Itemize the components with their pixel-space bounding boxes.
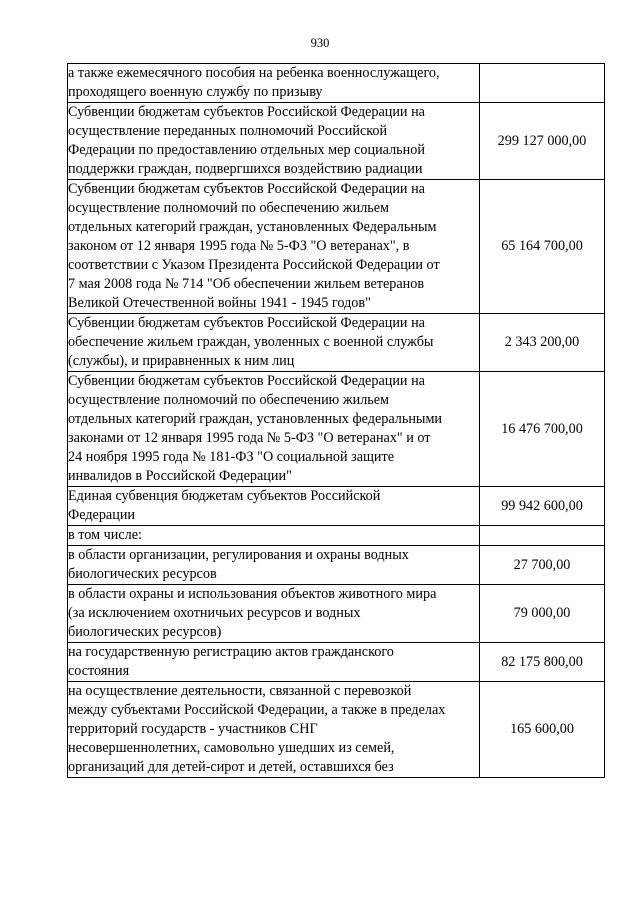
description-line: законами от 12 января 1995 года № 5-ФЗ "О ветеранах" и от (68, 430, 431, 446)
row-description (68, 487, 480, 526)
row-description (68, 682, 480, 778)
description-line: несовершеннолетних, самовольно ушедших из семей, (68, 740, 395, 756)
description-line: отдельных категорий граждан, установленных федеральными (68, 411, 443, 427)
description-line: Субвенции бюджетам субъектов Российской Федерации на (68, 181, 425, 197)
description-line: в области охраны и использования объектов животного мира (68, 586, 437, 602)
budget-table-body (68, 64, 605, 778)
description-line: территорий государств - участников СНГ (68, 721, 318, 737)
description-line: обеспечение жильем граждан, уволенных с военной службы (68, 334, 434, 350)
table-row (68, 103, 605, 180)
row-description (68, 526, 480, 546)
row-amount: 99 942 600,00 (480, 487, 605, 526)
description-line: Субвенции бюджетам субъектов Российской Федерации на (68, 315, 425, 331)
description-line: соответствии с Указом Президента Российской Федерации от (68, 257, 440, 273)
row-description (68, 64, 480, 103)
budget-table (67, 63, 605, 778)
description-line: на осуществление деятельности, связанной с перевозкой (68, 683, 412, 699)
description-line: Великой Отечественной войны 1941 - 1945 годов" (68, 295, 371, 311)
description-line: 24 ноября 1995 года № 181-ФЗ "О социальной защите (68, 449, 395, 465)
description-line: осуществление полномочий по обеспечению жильем (68, 200, 390, 216)
row-amount: 165 600,00 (480, 682, 605, 778)
description-line: между субъектами Российской Федерации, а также в пределах (68, 702, 446, 718)
table-row (68, 526, 605, 546)
description-line: Субвенции бюджетам субъектов Российской Федерации на (68, 373, 425, 389)
description-line: (службы), и приравненных к ним лиц (68, 353, 295, 369)
table-row (68, 682, 605, 778)
description-line: на государственную регистрацию актов гражданского (68, 644, 394, 660)
description-line: в области организации, регулирования и охраны водных (68, 547, 409, 563)
description-line: Единая субвенция бюджетам субъектов Российской (68, 488, 381, 504)
description-line: (за исключением охотничьих ресурсов и водных (68, 605, 361, 621)
table-row (68, 372, 605, 487)
table-row (68, 585, 605, 643)
row-amount (480, 526, 605, 546)
row-amount: 2 343 200,00 (480, 314, 605, 372)
description-line: Субвенции бюджетам субъектов Российской Федерации на (68, 104, 425, 120)
row-description (68, 180, 480, 314)
description-line: биологических ресурсов) (68, 624, 222, 640)
row-description (68, 546, 480, 585)
row-description (68, 103, 480, 180)
row-amount: 65 164 700,00 (480, 180, 605, 314)
table-row (68, 180, 605, 314)
description-line: Федерации (68, 507, 136, 523)
table-row (68, 546, 605, 585)
row-description (68, 372, 480, 487)
description-line: организаций для детей-сирот и детей, оставшихся без (68, 759, 394, 775)
description-line: биологических ресурсов (68, 566, 217, 582)
description-line: осуществление полномочий по обеспечению жильем (68, 392, 390, 408)
description-line: осуществление переданных полномочий Российской (68, 123, 388, 139)
row-amount: 79 000,00 (480, 585, 605, 643)
description-line: отдельных категорий граждан, установленных Федеральным (68, 219, 437, 235)
description-line: Федерации по предоставлению отдельных мер социальной (68, 142, 425, 158)
table-row (68, 64, 605, 103)
row-amount (480, 64, 605, 103)
description-line: проходящего военную службу по призыву (68, 84, 323, 100)
page-number: 930 (310, 36, 330, 50)
table-row (68, 314, 605, 372)
row-amount: 299 127 000,00 (480, 103, 605, 180)
description-line: 7 мая 2008 года № 714 "Об обеспечении жильем ветеранов (68, 276, 425, 292)
description-line: в том числе: (68, 527, 142, 543)
row-description (68, 314, 480, 372)
description-line: а также ежемесячного пособия на ребенка военнослужащего, (68, 65, 440, 81)
table-row (68, 487, 605, 526)
description-line: состояния (68, 663, 130, 679)
description-line: законом от 12 января 1995 года № 5-ФЗ "О ветеранах", в (68, 238, 410, 254)
row-amount: 27 700,00 (480, 546, 605, 585)
row-description (68, 643, 480, 682)
table-row (68, 643, 605, 682)
row-amount: 16 476 700,00 (480, 372, 605, 487)
row-description (68, 585, 480, 643)
row-amount: 82 175 800,00 (480, 643, 605, 682)
description-line: инвалидов в Российской Федерации" (68, 468, 292, 484)
description-line: поддержки граждан, подвергшихся воздействию радиации (68, 161, 423, 177)
